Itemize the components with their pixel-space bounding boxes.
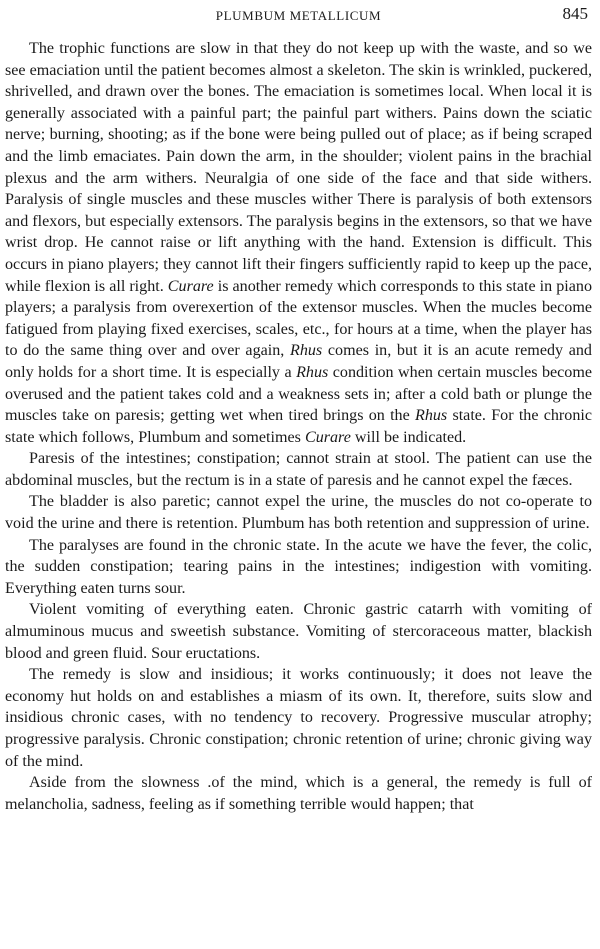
remedy-name: Rhus (290, 342, 323, 360)
text-run: Violent vomiting of everything eaten. Chronic gastric catarrh with vomiting of almuminous mucus and sweetish substance. Vomiting of stercoraceous matter, blackish blood and green fluid. Sour eructations. (5, 601, 592, 662)
remedy-name: Curare (167, 277, 214, 295)
text-run: will be indicated. (350, 428, 467, 446)
paragraph-6 (5, 664, 592, 772)
paragraph-4 (5, 535, 592, 600)
remedy-name: Rhus (296, 363, 329, 381)
paragraph-2 (5, 448, 592, 491)
text-run: is another remedy which corresponds to this state in piano players; a paralysis from overexertion of the extensor muscles. When the mucles become fatigued from playing fixed exercises, scales, etc., for hours at a time, when the player has to do the same thing over and over again, (5, 277, 592, 360)
text-run: comes in, but it is an acute remedy and only holds for a short time. It is especially a (5, 342, 592, 381)
remedy-name: Rhus (415, 407, 448, 425)
running-head (5, 4, 592, 26)
text-run: Aside from the slowness .of the mind, which is a general, the remedy is full of melancholia, sadness, feeling as if something terrible would happen; that (5, 774, 592, 813)
text-run: The paralyses are found in the chronic state. In the acute we have the fever, the colic, the sudden constipation; tearing pains in the intestines; indigestion with vomiting. Everything eaten turns sour. (5, 536, 592, 597)
text-run: condition when certain muscles become overused and the patient takes cold and a weakness sets in; after a cold bath or plunge the muscles take on paresis; getting wet when tired brings on the (5, 363, 593, 425)
paragraph-7 (5, 772, 592, 815)
page-number: 845 (562, 4, 588, 23)
text-run: The bladder is also paretic; cannot expel the urine, the muscles do not co-operate to void the urine and there is retention. Plumbum has both retention and suppression of urine. (5, 493, 592, 533)
paragraph-1 (5, 38, 592, 448)
text-run: state. For the chronic state which follows, Plumbum and sometimes (5, 407, 592, 446)
text-run: Paresis of the intestines; constipation; cannot strain at stool. The patient can use the abdominal muscles, but the rectum is in a state of paresis and he cannot expel the fæces. (5, 450, 592, 489)
body-text (5, 38, 592, 815)
text-run: The trophic functions are slow in that they do not keep up with the waste, and so we see emaciation until the patient becomes almost a skeleton. The skin is wrinkled, puckered, shrivelled, and drawn over the bones. The emaciation is sometimes local. When local it is generally associated with a painful part; the painful part withers. Pains down the sciatic nerve; burning, shooting; as if the bone were being pulled out of place; as if being scraped and the limb emaciates. Pain down the arm, in the shoulder; violent pains in the brachial plexus and the arm withers. Neuralgia of one side of the face and that side withers. Paralysis of single muscles and these muscles wither There is paralysis of both extensors and flexors, but especially extensors. The paralysis begins in the extensors, so that we have wrist drop. He cannot raise or lift anything with the hand. Extension is difficult. This occurs in piano players; they cannot lift their fingers sufficiently rapid to keep up the pace, while flexion is all right. (5, 40, 592, 295)
paragraph-5 (5, 599, 592, 664)
paragraph-3 (5, 491, 592, 534)
text-run: The remedy is slow and insidious; it works continuously; it does not leave the economy hut holds on and establishes a miasm of its own. It, therefore, suits slow and insidious chronic cases, with no tendency to recovery. Progressive muscular atrophy; progressive paralysis. Chronic constipation; chronic retention of urine; chronic giving way of the mind. (5, 666, 592, 770)
remedy-name: Curare (304, 428, 351, 446)
running-title: PLUMBUM METALLICUM (215, 8, 382, 23)
